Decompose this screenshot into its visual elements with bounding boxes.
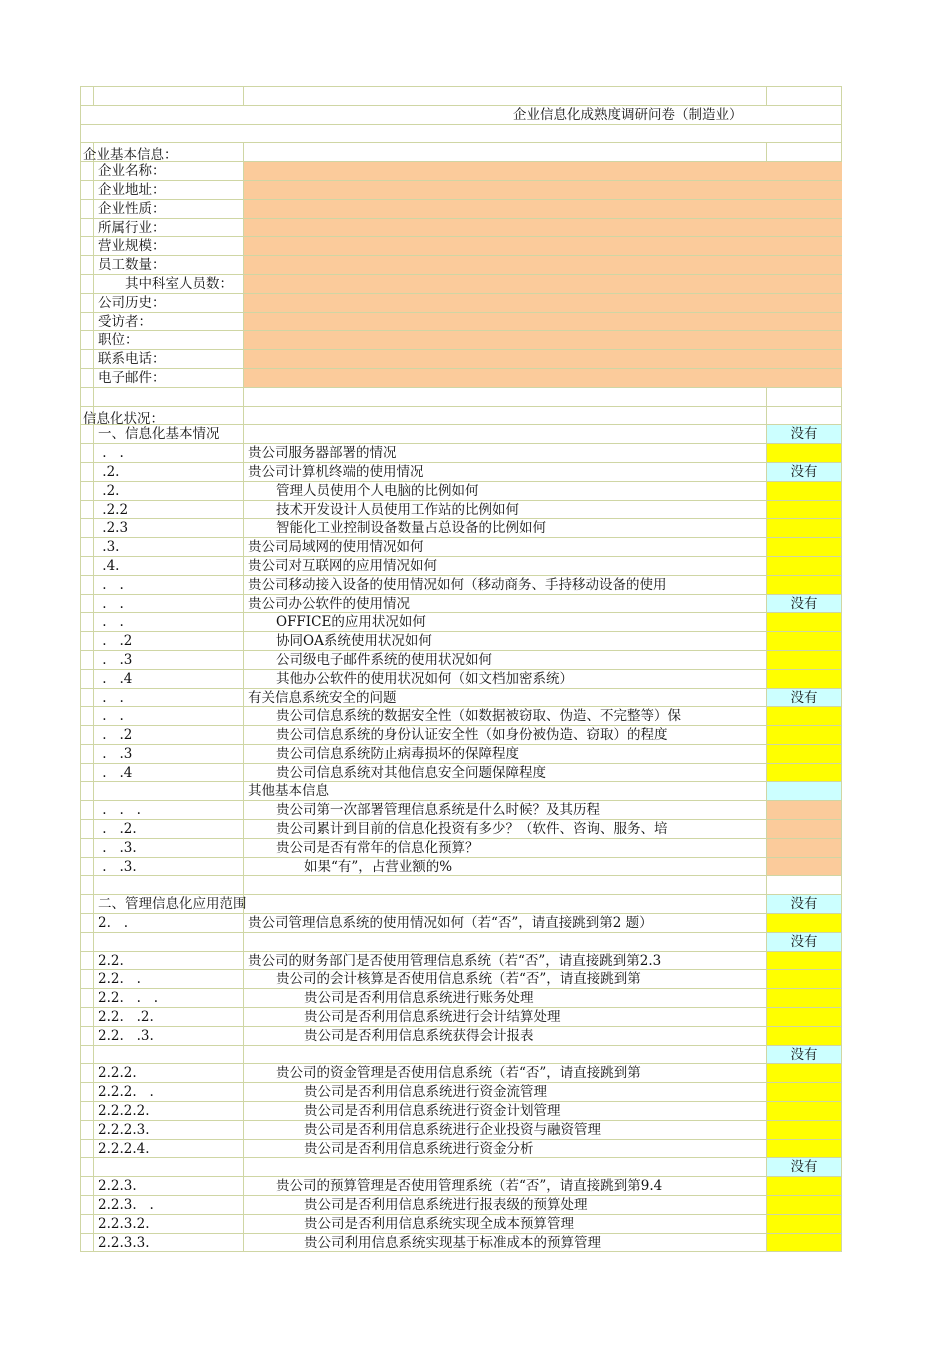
spacer-row xyxy=(80,87,842,106)
answer-cell[interactable]: 没有 xyxy=(767,463,842,481)
answer-cell[interactable] xyxy=(767,1140,842,1158)
spacer-row xyxy=(80,388,842,407)
section-header-row xyxy=(80,425,842,444)
question-text: 贵公司办公软件的使用情况 xyxy=(244,595,767,613)
question-row xyxy=(80,858,842,877)
question-row xyxy=(80,707,842,726)
question-text: 贵公司是否利用信息系统进行账务处理 xyxy=(244,989,767,1007)
question-text: 贵公司局域网的使用情况如何 xyxy=(244,538,767,556)
answer-cell[interactable]: 没有 xyxy=(767,1158,842,1176)
question-number: . . xyxy=(94,595,244,613)
field-input[interactable] xyxy=(244,369,842,387)
question-text: 贵公司是否利用信息系统进行企业投资与融资管理 xyxy=(244,1121,767,1139)
question-row xyxy=(80,1234,842,1253)
question-text: 贵公司管理信息系统的使用情况如何（若“否”，请直接跳到第2 题） xyxy=(244,914,767,932)
question-text: 贵公司信息系统防止病毒损坏的保障程度 xyxy=(244,745,767,763)
question-number: . .3 xyxy=(94,745,244,763)
question-text: 贵公司移动接入设备的使用情况如何（移动商务、手持移动设备的使用 xyxy=(244,576,767,594)
question-number: . .4 xyxy=(94,764,244,782)
status-header-row xyxy=(80,407,842,426)
field-input[interactable] xyxy=(244,256,842,274)
question-number xyxy=(94,782,244,800)
question-row xyxy=(80,970,842,989)
spacer-row xyxy=(80,125,842,144)
question-text: 其他办公软件的使用状况如何（如文档加密系统） xyxy=(244,670,767,688)
section-title: 一、信息化基本情况 xyxy=(98,426,220,443)
answer-cell[interactable] xyxy=(767,1234,842,1252)
answer-cell[interactable] xyxy=(767,1196,842,1214)
answer-cell[interactable] xyxy=(767,1177,842,1195)
question-text: 贵公司计算机终端的使用情况 xyxy=(244,463,767,481)
question-row xyxy=(80,576,842,595)
answer-cell[interactable] xyxy=(767,952,842,970)
answer-cell[interactable] xyxy=(767,970,842,988)
question-text: 贵公司的会计核算是否使用信息系统（若“否”，请直接跳到第 xyxy=(244,970,767,988)
field-input[interactable] xyxy=(244,162,842,180)
answer-cell[interactable] xyxy=(767,1064,842,1082)
answer-cell[interactable]: 没有 xyxy=(767,895,842,913)
answer-cell[interactable] xyxy=(767,519,842,537)
question-text: 贵公司利用信息系统实现基于标准成本的预算管理 xyxy=(244,1234,767,1252)
answer-cell[interactable] xyxy=(767,914,842,932)
question-text: 如果“有”，占营业额的% xyxy=(244,858,767,876)
answer-cell[interactable] xyxy=(767,839,842,857)
question-number: 2.2.2.2. xyxy=(94,1102,244,1120)
question-number: 2.2.3. xyxy=(94,1177,244,1195)
question-row xyxy=(80,1008,842,1027)
question-row xyxy=(80,1046,842,1065)
question-number: . .3. xyxy=(94,839,244,857)
section-header-row xyxy=(80,895,842,914)
basic-field-row xyxy=(80,200,842,219)
question-number: .3. xyxy=(94,538,244,556)
question-text xyxy=(244,1046,767,1064)
field-label: 电子邮件： xyxy=(94,369,244,387)
question-text: 公司级电子邮件系统的使用状况如何 xyxy=(244,651,767,669)
question-row xyxy=(80,482,842,501)
question-number: 2.2. . xyxy=(94,970,244,988)
question-number xyxy=(94,1158,244,1176)
question-row xyxy=(80,1064,842,1083)
question-text: 协同OA系统使用状况如何 xyxy=(244,632,767,650)
question-row xyxy=(80,820,842,839)
question-text: 有关信息系统安全的问题 xyxy=(244,689,767,707)
question-text: 贵公司信息系统对其他信息安全问题保障程度 xyxy=(244,764,767,782)
question-text: 技术开发设计人员使用工作站的比例如何 xyxy=(244,501,767,519)
question-text: 贵公司对互联网的应用情况如何 xyxy=(244,557,767,575)
question-row xyxy=(80,801,842,820)
question-row xyxy=(80,1158,842,1177)
question-number: 2.2. .2. xyxy=(94,1008,244,1026)
question-row xyxy=(80,782,842,801)
question-number: . . xyxy=(94,444,244,462)
basic-info-header-row xyxy=(80,143,842,162)
field-label: 员工数量： xyxy=(94,256,244,274)
question-row xyxy=(80,1083,842,1102)
question-text: 贵公司累计到目前的信息化投资有多少？（软件、咨询、服务、培 xyxy=(244,820,767,838)
question-text: 贵公司的预算管理是否使用管理系统（若“否”，请直接跳到第9.4 xyxy=(244,1177,767,1195)
question-row xyxy=(80,1196,842,1215)
question-row xyxy=(80,444,842,463)
question-row xyxy=(80,989,842,1008)
basic-field-row xyxy=(80,331,842,350)
question-row xyxy=(80,839,842,858)
question-text: 贵公司是否利用信息系统获得会计报表 xyxy=(244,1027,767,1045)
status-header: 信息化状况： xyxy=(83,410,164,427)
question-number: 2.2.3.3. xyxy=(94,1234,244,1252)
question-row xyxy=(80,1140,842,1159)
answer-cell[interactable]: 没有 xyxy=(767,1046,842,1064)
field-input[interactable] xyxy=(244,350,842,368)
question-row xyxy=(80,1177,842,1196)
question-row xyxy=(80,745,842,764)
question-number: . .2 xyxy=(94,632,244,650)
spreadsheet xyxy=(80,86,842,1252)
question-row xyxy=(80,726,842,745)
basic-field-row xyxy=(80,294,842,313)
answer-cell[interactable] xyxy=(767,501,842,519)
answer-cell[interactable]: 没有 xyxy=(767,425,842,443)
field-label: 受访者： xyxy=(94,313,244,331)
question-row xyxy=(80,952,842,971)
question-text: 管理人员使用个人电脑的比例如何 xyxy=(244,482,767,500)
question-text: 贵公司的资金管理是否使用信息系统（若“否”，请直接跳到第 xyxy=(244,1064,767,1082)
basic-field-row xyxy=(80,181,842,200)
question-row xyxy=(80,538,842,557)
answer-cell[interactable] xyxy=(767,482,842,500)
question-text: 智能化工业控制设备数量占总设备的比例如何 xyxy=(244,519,767,537)
answer-cell[interactable] xyxy=(767,801,842,819)
question-number: .2. xyxy=(94,482,244,500)
basic-field-row xyxy=(80,219,842,238)
answer-cell[interactable] xyxy=(767,670,842,688)
question-text: 贵公司是否利用信息系统实现全成本预算管理 xyxy=(244,1215,767,1233)
question-row xyxy=(80,613,842,632)
answer-cell[interactable] xyxy=(767,782,842,800)
question-row xyxy=(80,1215,842,1234)
answer-cell[interactable] xyxy=(767,764,842,782)
question-row xyxy=(80,651,842,670)
field-input[interactable] xyxy=(244,313,842,331)
field-input[interactable] xyxy=(244,275,842,293)
field-label: 企业名称： xyxy=(94,162,244,180)
question-number: .2.3 xyxy=(94,519,244,537)
question-text: 贵公司是否利用信息系统进行报表级的预算处理 xyxy=(244,1196,767,1214)
question-text: 贵公司的财务部门是否使用管理信息系统（若“否”，请直接跳到第2.3 xyxy=(244,952,767,970)
field-input[interactable] xyxy=(244,219,842,237)
basic-field-row xyxy=(80,313,842,332)
question-text: 贵公司服务器部署的情况 xyxy=(244,444,767,462)
page-title: 企业信息化成熟度调研问卷（制造业） xyxy=(513,106,743,123)
answer-cell[interactable] xyxy=(767,1215,842,1233)
basic-field-row xyxy=(80,256,842,275)
question-row xyxy=(80,914,842,933)
question-row xyxy=(80,1102,842,1121)
field-label: 企业地址： xyxy=(94,181,244,199)
question-text: 贵公司信息系统的数据安全性（如数据被窃取、伪造、不完整等）保 xyxy=(244,707,767,725)
spacer-row xyxy=(80,876,842,895)
question-row xyxy=(80,1027,842,1046)
section-title: 二、管理信息化应用范围 xyxy=(98,896,247,913)
question-text: 贵公司是否利用信息系统进行资金分析 xyxy=(244,1140,767,1158)
question-number: . .2 xyxy=(94,726,244,744)
answer-cell[interactable] xyxy=(767,538,842,556)
answer-cell[interactable] xyxy=(767,613,842,631)
answer-cell[interactable] xyxy=(767,858,842,876)
question-number: .4. xyxy=(94,557,244,575)
answer-cell[interactable] xyxy=(767,989,842,1007)
survey-questions xyxy=(80,425,842,1252)
field-label: 其中科室人员数： xyxy=(94,275,244,293)
basic-field-row xyxy=(80,275,842,294)
answer-cell[interactable] xyxy=(767,557,842,575)
question-number: . . xyxy=(94,613,244,631)
basic-info-fields xyxy=(80,162,842,388)
question-row xyxy=(80,501,842,520)
question-number: . .2. xyxy=(94,820,244,838)
question-number: .2. xyxy=(94,463,244,481)
question-row xyxy=(80,595,842,614)
question-number: 2.2.3.2. xyxy=(94,1215,244,1233)
question-number: 2.2.2.4. xyxy=(94,1140,244,1158)
question-row xyxy=(80,670,842,689)
title-row xyxy=(80,106,842,125)
question-number: . . xyxy=(94,689,244,707)
question-row xyxy=(80,519,842,538)
answer-cell[interactable]: 没有 xyxy=(767,595,842,613)
field-input[interactable] xyxy=(244,331,842,349)
question-row xyxy=(80,933,842,952)
question-number: . . xyxy=(94,576,244,594)
basic-field-row xyxy=(80,162,842,181)
answer-cell[interactable] xyxy=(767,1027,842,1045)
answer-cell[interactable]: 没有 xyxy=(767,689,842,707)
question-number: 2.2. .3. xyxy=(94,1027,244,1045)
basic-field-row xyxy=(80,369,842,388)
question-number: . .3. xyxy=(94,858,244,876)
answer-cell[interactable] xyxy=(767,820,842,838)
question-text xyxy=(244,1158,767,1176)
answer-cell[interactable] xyxy=(767,1121,842,1139)
field-label: 职位： xyxy=(94,331,244,349)
question-number: . . . xyxy=(94,801,244,819)
answer-cell[interactable]: 没有 xyxy=(767,933,842,951)
field-label: 所属行业： xyxy=(94,219,244,237)
question-text: 贵公司是否有常年的信息化预算？ xyxy=(244,839,767,857)
field-label: 营业规模： xyxy=(94,237,244,255)
field-input[interactable] xyxy=(244,200,842,218)
basic-field-row xyxy=(80,237,842,256)
question-row xyxy=(80,463,842,482)
question-number: . .4 xyxy=(94,670,244,688)
question-text: 贵公司是否利用信息系统进行资金流管理 xyxy=(244,1083,767,1101)
question-number: . . xyxy=(94,707,244,725)
question-text: 其他基本信息 xyxy=(244,782,767,800)
basic-info-header: 企业基本信息： xyxy=(83,147,178,164)
question-text: 贵公司第一次部署管理信息系统是什么时候？及其历程 xyxy=(244,801,767,819)
question-text: 贵公司是否利用信息系统进行会计结算处理 xyxy=(244,1008,767,1026)
question-number: 2.2.2. xyxy=(94,1064,244,1082)
question-text: 贵公司信息系统的身份认证安全性（如身份被伪造、窃取）的程度 xyxy=(244,726,767,744)
question-text xyxy=(244,933,767,951)
question-number: 2.2.2. . xyxy=(94,1083,244,1101)
question-row xyxy=(80,557,842,576)
answer-cell[interactable] xyxy=(767,726,842,744)
question-number: .2.2 xyxy=(94,501,244,519)
answer-cell[interactable] xyxy=(767,444,842,462)
question-number: 2. . xyxy=(94,914,244,932)
field-input[interactable] xyxy=(244,294,842,312)
question-row xyxy=(80,764,842,783)
field-input[interactable] xyxy=(244,181,842,199)
question-number: 2.2. xyxy=(94,952,244,970)
question-number xyxy=(94,933,244,951)
question-text: OFFICE的应用状况如何 xyxy=(244,613,767,631)
basic-field-row xyxy=(80,350,842,369)
question-row xyxy=(80,632,842,651)
question-number: 2.2.3. . xyxy=(94,1196,244,1214)
question-row xyxy=(80,689,842,708)
answer-cell[interactable] xyxy=(767,576,842,594)
field-label: 公司历史： xyxy=(94,294,244,312)
field-input[interactable] xyxy=(244,237,842,255)
question-text: 贵公司是否利用信息系统进行资金计划管理 xyxy=(244,1102,767,1120)
answer-cell[interactable] xyxy=(767,651,842,669)
answer-cell[interactable] xyxy=(767,1083,842,1101)
answer-cell[interactable] xyxy=(767,707,842,725)
answer-cell[interactable] xyxy=(767,1102,842,1120)
question-number xyxy=(94,1046,244,1064)
field-label: 联系电话： xyxy=(94,350,244,368)
answer-cell[interactable] xyxy=(767,1008,842,1026)
question-number: . .3 xyxy=(94,651,244,669)
question-number: 2.2. . . xyxy=(94,989,244,1007)
answer-cell[interactable] xyxy=(767,632,842,650)
answer-cell[interactable] xyxy=(767,745,842,763)
question-row xyxy=(80,1121,842,1140)
field-label: 企业性质： xyxy=(94,200,244,218)
question-number: 2.2.2.3. xyxy=(94,1121,244,1139)
